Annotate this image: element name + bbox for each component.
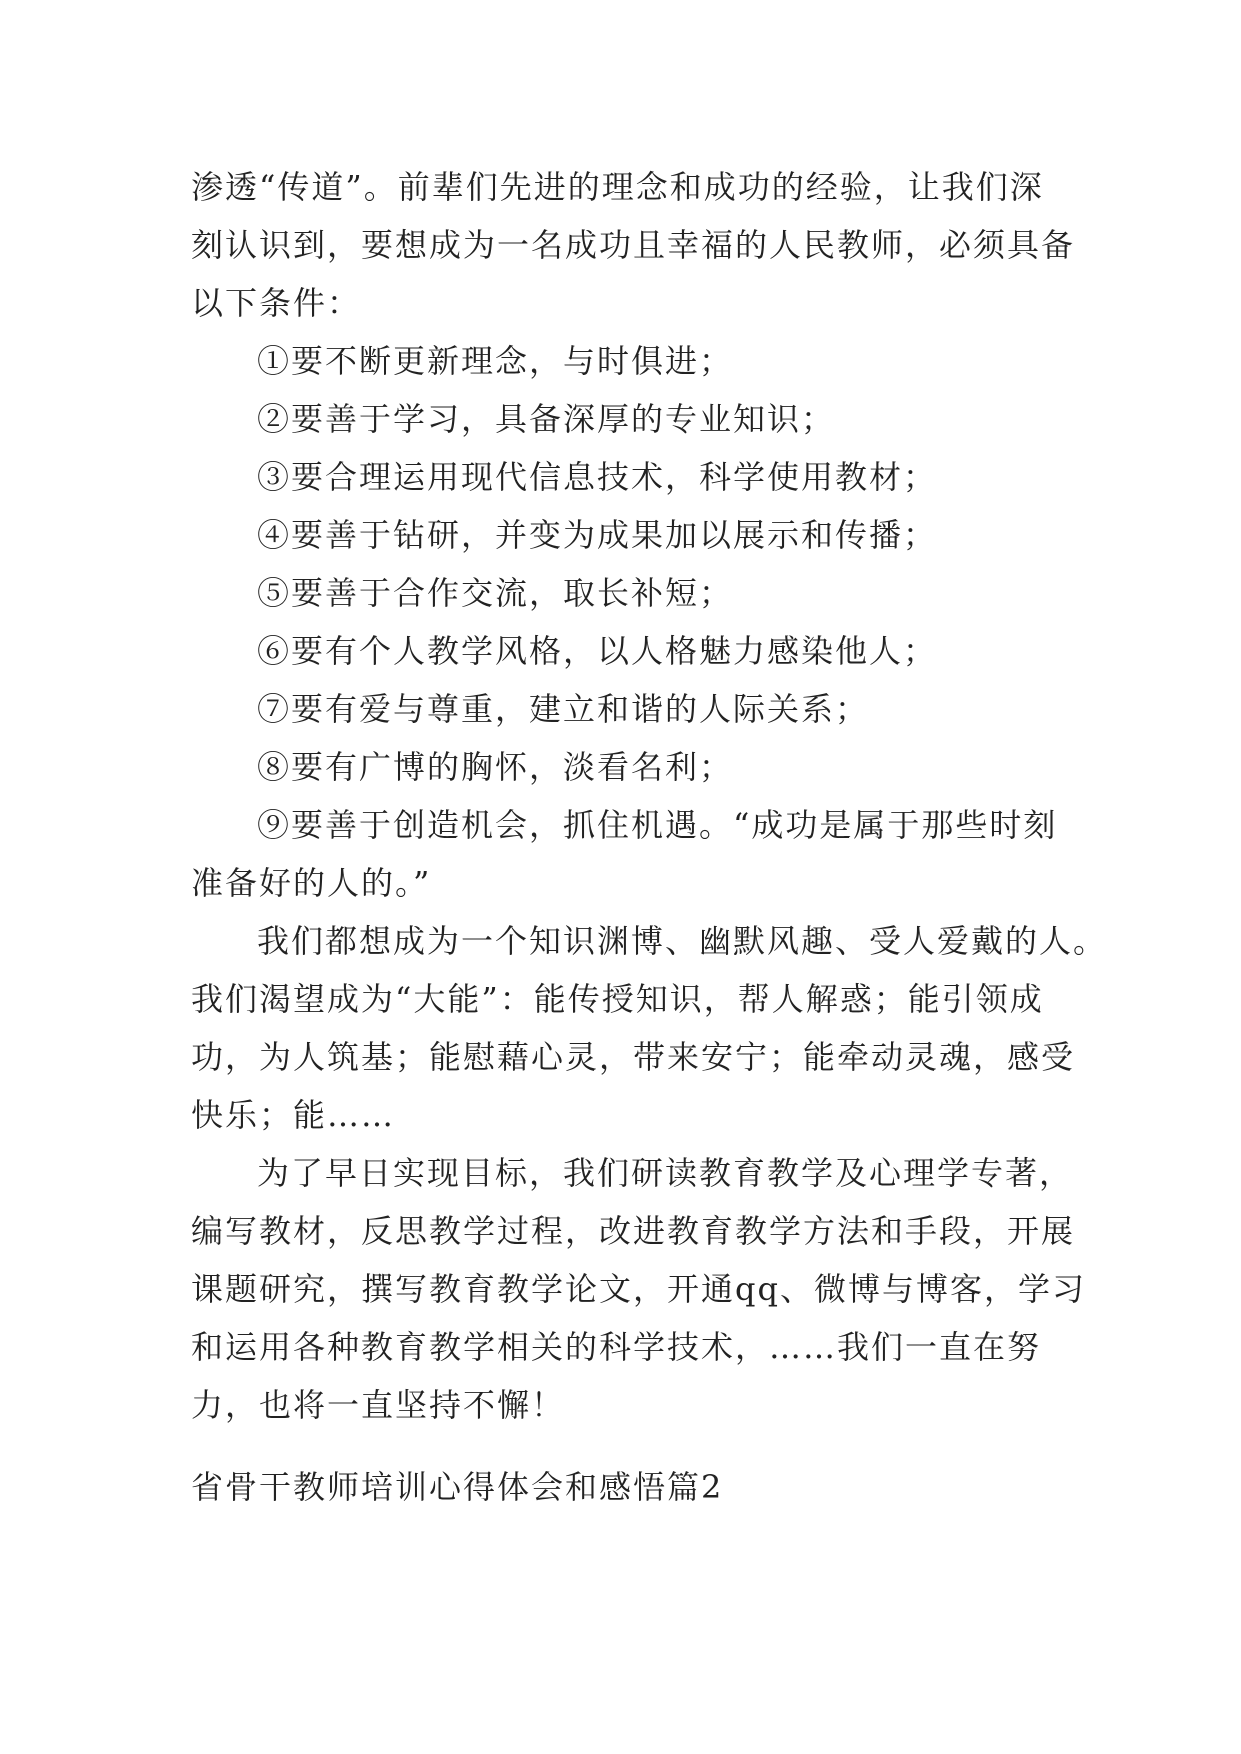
body-line: 准备好的人的。” bbox=[191, 864, 432, 902]
body-line: 力，也将一直坚持不懈！ bbox=[191, 1386, 566, 1424]
body-line: 课题研究，撰写教育教学论文，开通qq、微博与博客，学习 bbox=[191, 1270, 1086, 1308]
body-line: 刻认识到，要想成为一名成功且幸福的人民教师，必须具备 bbox=[191, 226, 1076, 264]
body-line: ⑦要有爱与尊重，建立和谐的人际关系； bbox=[257, 690, 870, 728]
body-line: 快乐；能…… bbox=[191, 1096, 396, 1134]
body-line: ②要善于学习，具备深厚的专业知识； bbox=[257, 400, 836, 438]
body-text bbox=[191, 158, 1108, 1434]
body-line: 我们都想成为一个知识渊博、幽默风趣、受人爱戴的人。 bbox=[257, 922, 1108, 960]
body-line: 为了早日实现目标，我们研读教育教学及心理学专著， bbox=[257, 1154, 1074, 1192]
body-line: 编写教材，反思教学过程，改进教育教学方法和手段，开展 bbox=[191, 1212, 1076, 1250]
body-line: ⑧要有广博的胸怀，淡看名利； bbox=[257, 748, 734, 786]
body-line: 渗透“传道”。前辈们先进的理念和成功的经验，让我们深 bbox=[191, 168, 1044, 206]
body-line: 和运用各种教育教学相关的科学技术，……我们一直在努 bbox=[191, 1328, 1042, 1366]
body-line: ⑥要有个人教学风格，以人格魅力感染他人； bbox=[257, 632, 938, 670]
body-line: ③要合理运用现代信息技术，科学使用教材； bbox=[257, 458, 938, 496]
body-line: ①要不断更新理念，与时俱进； bbox=[257, 342, 734, 380]
body-line: 功，为人筑基；能慰藉心灵，带来安宁；能牵动灵魂，感受 bbox=[191, 1038, 1076, 1076]
body-line: ⑨要善于创造机会，抓住机遇。“成功是属于那些时刻 bbox=[257, 806, 1058, 844]
body-line: 以下条件： bbox=[191, 284, 362, 322]
body-line: ④要善于钻研，并变为成果加以展示和传播； bbox=[257, 516, 938, 554]
body-line: ⑤要善于合作交流，取长补短； bbox=[257, 574, 734, 612]
body-line: 我们渴望成为“大能”：能传授知识，帮人解惑；能引领成 bbox=[191, 980, 1044, 1018]
section-title: 省骨干教师培训心得体会和感悟篇2 bbox=[191, 1468, 724, 1506]
